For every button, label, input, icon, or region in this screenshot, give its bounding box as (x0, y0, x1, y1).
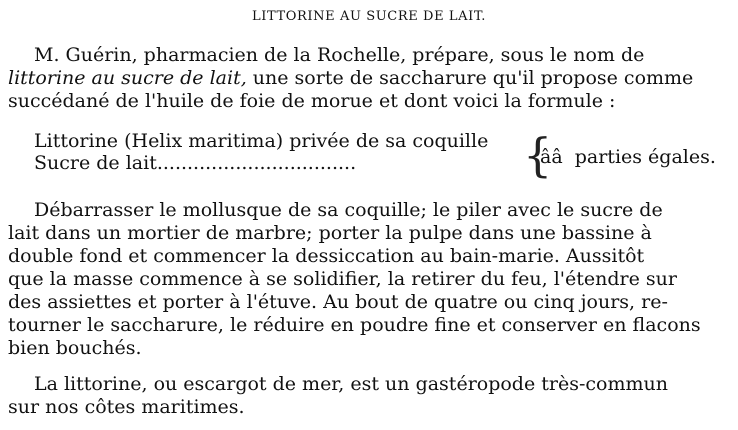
paragraph-2-line-4: que la masse commence à se solidifier, la retirer du feu, l'étendre sur (8, 268, 677, 290)
paragraph-2-line-1: Débarrasser le mollusque de sa coquille; le piler avec le sucre de (34, 199, 663, 221)
formula-ingredients (34, 130, 488, 174)
formula-row-1: Littorine (Helix maritima) privée de sa coquille (34, 130, 489, 152)
formula-brace: { (523, 128, 553, 182)
paragraph-2-line-6: tourner le saccharure, le réduire en poudre fine et conserver en flacons (8, 314, 701, 336)
paragraph-1-line-1: M. Guérin, pharmacien de la Rochelle, prépare, sous le nom de (34, 44, 645, 66)
paragraph-1-line-2-rest: une sorte de saccharure qu'il propose comme (246, 67, 694, 89)
paragraph-3-line-2: sur nos côtes maritimes. (8, 396, 245, 418)
paragraph-2-line-2: lait dans un mortier de marbre; porter la pulpe dans une bassine à (8, 222, 652, 244)
paragraph-3-line-1: La littorine, ou escargot de mer, est un gastéropode très-commun (34, 373, 668, 395)
formula-result: ââ parties égales. (540, 146, 716, 168)
italic-term: littorine au sucre de lait, (8, 67, 247, 89)
paragraph-2-line-3: double fond et commencer la dessiccation au bain-marie. Aussitôt (8, 245, 645, 267)
page-title: LITTORINE AU SUCRE DE LAIT. (252, 9, 486, 24)
paragraph-2-line-5: des assiettes et porter à l'étuve. Au bout de quatre ou cinq jours, re- (8, 291, 668, 313)
paragraph-1-line-3: succédané de l'huile de foie de morue et dont voici la formule : (8, 90, 616, 112)
formula-row-2: Sucre de lait................................. (34, 152, 357, 174)
paragraph-1-line-2 (8, 67, 693, 89)
paragraph-2-line-7: bien bouchés. (8, 337, 142, 359)
